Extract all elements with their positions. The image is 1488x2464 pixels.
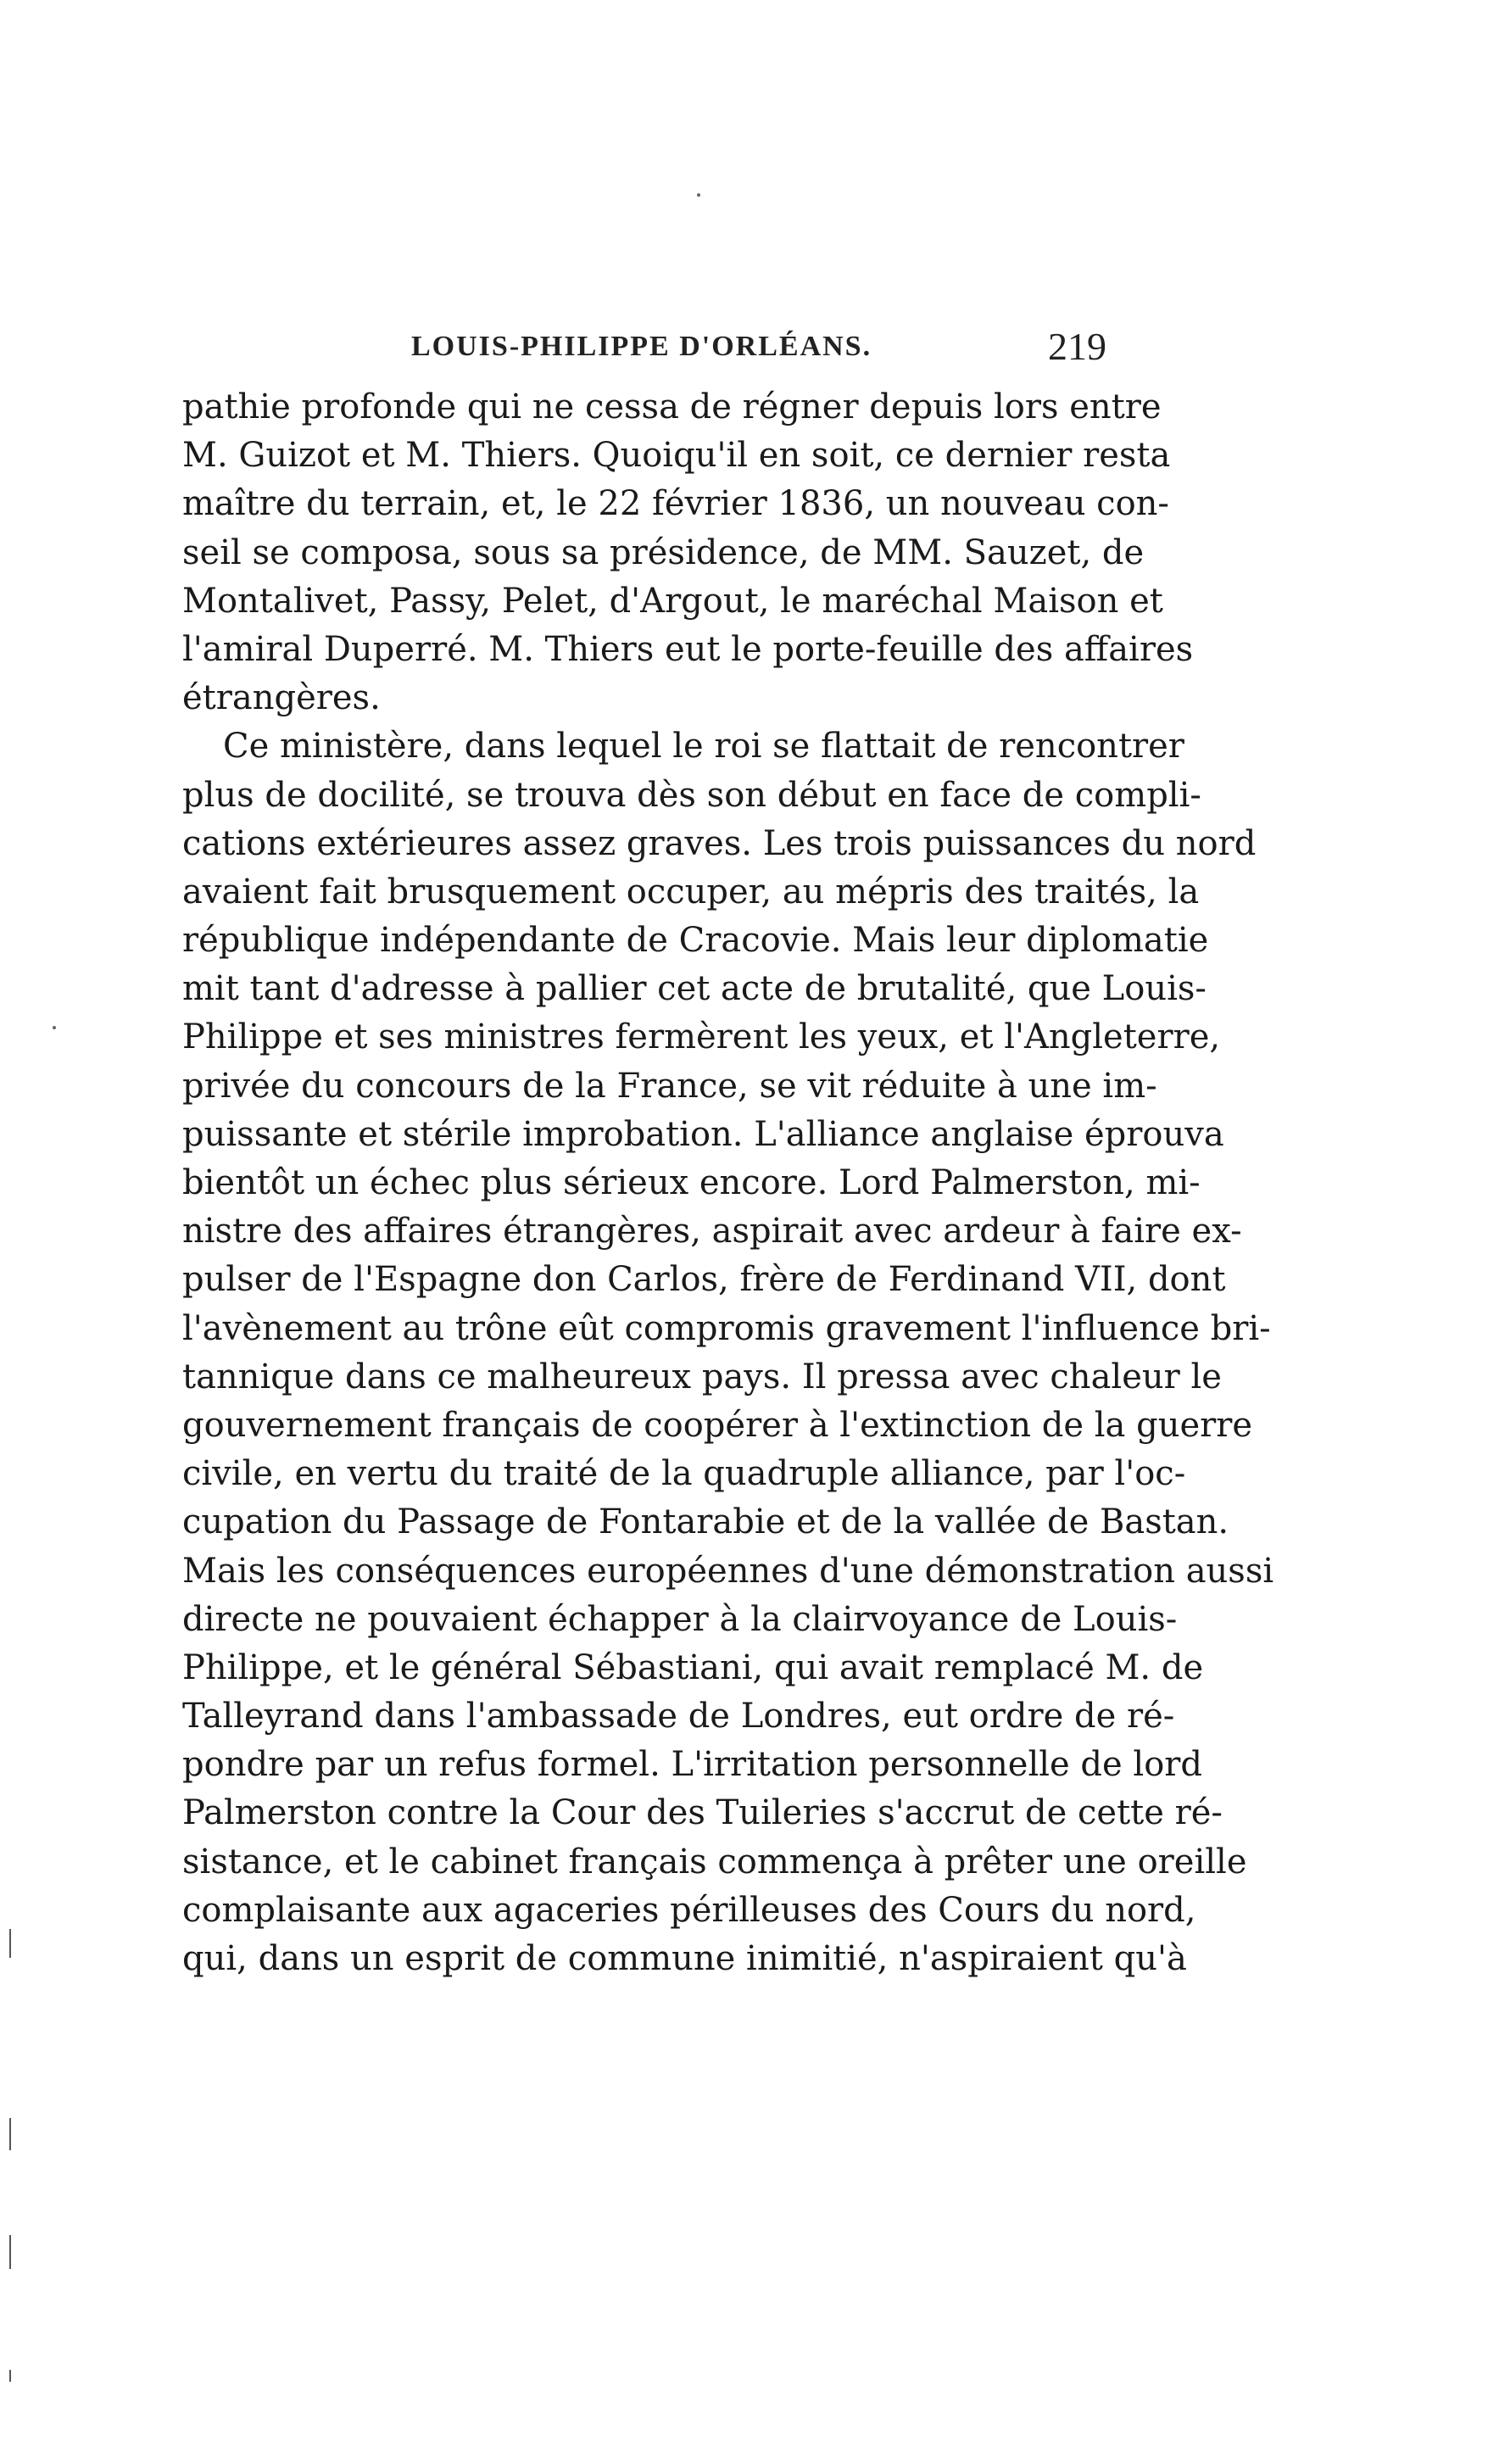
text-line: tannique dans ce malheureux pays. Il pressa avec chaleur le [182, 1357, 1222, 1396]
text-line: cupation du Passage de Fontarabie et de la vallée de Bastan. [182, 1502, 1229, 1542]
scan-artifact-mark [9, 2370, 11, 2382]
scan-artifact-mark [9, 1929, 11, 1958]
page-number: 219 [1048, 325, 1106, 368]
text-line: mit tant d'adresse à pallier cet acte de brutalité, que Louis- [182, 969, 1207, 1009]
running-title: LOUIS-PHILIPPE D'ORLÉANS. [411, 331, 872, 362]
text-line: complaisante aux agaceries périlleuses des Cours du nord, [182, 1890, 1196, 1930]
text-line: privée du concours de la France, se vit réduite à une im- [182, 1066, 1157, 1106]
text-line: nistre des affaires étrangères, aspirait avec ardeur à faire ex- [182, 1212, 1242, 1252]
text-line: avaient fait brusquement occuper, au mépris des traités, la [182, 872, 1200, 911]
text-line: république indépendante de Cracovie. Mais leur diplomatie [182, 921, 1209, 961]
text-line: bientôt un échec plus sérieux encore. Lord Palmerston, mi- [182, 1163, 1201, 1202]
scan-artifact-mark [9, 2118, 11, 2150]
text-line: plus de docilité, se trouva dès son début en face de compli- [182, 775, 1201, 815]
text-line: Palmerston contre la Cour des Tuileries s'accrut de cette ré- [182, 1793, 1223, 1833]
scan-artifact-dot [697, 193, 700, 197]
scan-artifact-mark [9, 2235, 11, 2269]
scan-artifact-dot [53, 1026, 56, 1029]
text-line: civile, en vertu du traité de la quadruple alliance, par l'oc- [182, 1454, 1186, 1494]
text-line: pathie profonde qui ne cessa de régner depuis lors entre [182, 387, 1162, 426]
text-line: Mais les conséquences européennes d'une démonstration aussi [182, 1551, 1274, 1591]
text-line: sistance, et le cabinet français commença à prêter une oreille [182, 1842, 1247, 1881]
text-line: M. Guizot et M. Thiers. Quoiqu'il en soit, ce dernier resta [182, 436, 1171, 476]
text-line: cations extérieures assez graves. Les trois puissances du nord [182, 823, 1257, 863]
body-text [182, 383, 1274, 1983]
text-line: pondre par un refus formel. L'irritation personnelle de lord [182, 1745, 1203, 1785]
text-line: l'amiral Duperré. M. Thiers eut le porte-feuille des affaires [182, 629, 1194, 669]
text-line: puissante et stérile improbation. L'alliance anglaise éprouva [182, 1114, 1224, 1154]
paragraph-first-line: Ce ministère, dans lequel le roi se flattait de rencontrer [223, 727, 1184, 767]
text-line: directe ne pouvaient échapper à la clairvoyance de Louis- [182, 1599, 1178, 1639]
text-line: l'avènement au trône eût compromis gravement l'influence bri- [182, 1308, 1271, 1348]
text-line: pulser de l'Espagne don Carlos, frère de Ferdinand VII, dont [182, 1260, 1226, 1300]
text-line: Montalivet, Passy, Pelet, d'Argout, le maréchal Maison et [182, 581, 1163, 621]
text-line: Philippe et ses ministres fermèrent les yeux, et l'Angleterre, [182, 1017, 1221, 1057]
text-line: qui, dans un esprit de commune inimitié, n'aspiraient qu'à [182, 1939, 1187, 1978]
text-line: maître du terrain, et, le 22 février 1836, un nouveau con- [182, 484, 1169, 524]
text-line: Philippe, et le général Sébastiani, qui avait remplacé M. de [182, 1647, 1204, 1687]
text-line: Talleyrand dans l'ambassade de Londres, eut ordre de ré- [182, 1697, 1175, 1737]
running-header [182, 324, 1106, 375]
text-line: étrangères. [182, 678, 381, 718]
text-line: gouvernement français de coopérer à l'extinction de la guerre [182, 1405, 1253, 1445]
text-line: seil se composa, sous sa présidence, de MM. Sauzet, de [182, 532, 1145, 572]
